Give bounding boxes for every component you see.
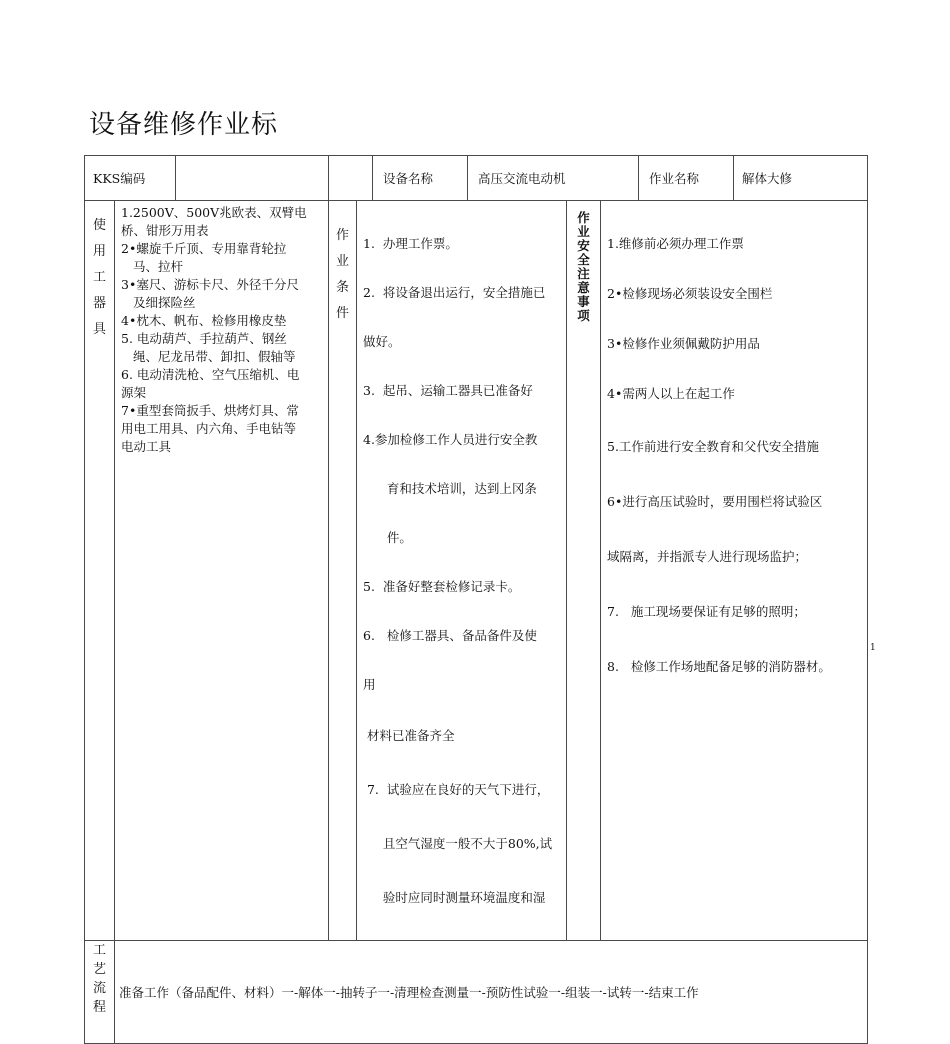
list-item: 2•螺旋千斤顶、专用靠背轮拉 (121, 241, 287, 256)
kks-value (176, 156, 328, 200)
list-item: 件。 (363, 530, 412, 545)
list-item: 1.维修前必须办理工作票 (607, 236, 744, 251)
list-item: 马、拉杆 (133, 259, 184, 274)
list-item: 桥、钳形万用表 (121, 223, 209, 238)
work-standard-table (84, 155, 868, 1044)
list-item: 及细探险丝 (133, 295, 196, 310)
list-item: 育和技术培训，达到上冈条 (363, 481, 537, 496)
list-item: 验时应同时测量环境温度和湿 (363, 890, 546, 905)
job-name-value: 解体大修 (742, 171, 793, 186)
device-name-label: 设备名称 (372, 156, 468, 200)
header-row (85, 156, 868, 201)
conditions-label: 作 业 条 件 (329, 201, 357, 941)
document-title: 设备维修作业标 (89, 110, 279, 140)
list-item: 4.参加检修工作人员进行安全教 (363, 432, 538, 447)
list-item: 4•枕木、帆布、检修用橡皮垫 (121, 313, 287, 328)
list-item: 7•重型套筒扳手、烘烤灯具、常 (121, 403, 299, 418)
list-item: 电动工具 (121, 439, 172, 454)
list-item: 6. 电动清洗枪、空气压缩机、电 (121, 367, 300, 382)
list-item: 1.2500V、500V兆欧表、双臂电 (121, 205, 307, 220)
list-item: 域隔离，并指派专人进行现场监护； (607, 549, 808, 564)
list-item: 5. 准备好整套检修记录卡。 (363, 579, 521, 594)
list-item: 7. 施工现场要保证有足够的照明； (607, 604, 806, 619)
list-item: 3. 起吊、运输工器具已准备好 (363, 383, 533, 398)
list-item: 5. 电动葫芦、手拉葫芦、钢丝 (121, 331, 287, 346)
list-item: 6. 检修工器具、备品备件及使 (363, 628, 537, 643)
job-name-label: 作业名称 (639, 156, 734, 200)
list-item: 2•检修现场必须装设安全围栏 (607, 286, 773, 301)
list-item: 3•检修作业须佩戴防护用品 (607, 336, 760, 351)
page-number: 1 (870, 643, 876, 653)
content-row (85, 201, 868, 941)
tools-label: 使 用 工 器 具 (85, 201, 115, 941)
list-item: 7. 试验应在良好的天气下进行， (363, 782, 550, 797)
list-item: 5.工作前进行安全教育和父代安全措施 (607, 439, 819, 454)
list-item: 3•塞尺、游标卡尺、外径千分尺 (121, 277, 299, 292)
list-item: 4•需两人以上在起工作 (607, 386, 735, 401)
safety-list (601, 201, 868, 941)
list-item: 且空气湿度一般不大于80%,试 (363, 836, 553, 851)
process-row (85, 941, 868, 1044)
list-item: 6•进行高压试验时，要用围栏将试验区 (607, 494, 823, 509)
device-name-value: 高压交流电动机 (468, 156, 639, 200)
list-item: 源架 (121, 385, 147, 400)
list-item: 1. 办理工作票。 (363, 236, 458, 251)
process-label: 工 艺 流 程 (85, 941, 115, 1044)
process-flow: 准备工作（备品配件、材料）一-解体一-抽转子一-清理检查测量一-预防性试验一-组装一-试转一-结束工作 (115, 941, 868, 1044)
list-item: 材料已准备齐全 (363, 728, 455, 743)
kks-label: KKS编码 (85, 156, 176, 200)
list-item: 绳、尼龙吊带、卸扣、假轴等 (133, 349, 296, 364)
list-item: 8. 检修工作场地配备足够的消防器材。 (607, 659, 831, 674)
safety-label: 作 业 安 全 注 意 事 项 (567, 201, 601, 941)
conditions-list (357, 201, 567, 941)
list-item: 用电工用具、内六角、手电钻等 (121, 421, 297, 436)
list-item: 用 (363, 677, 376, 692)
list-item: 2. 将设备退出运行，安全措施已 (363, 285, 546, 300)
tools-list (115, 201, 329, 941)
list-item: 做好。 (363, 334, 401, 349)
